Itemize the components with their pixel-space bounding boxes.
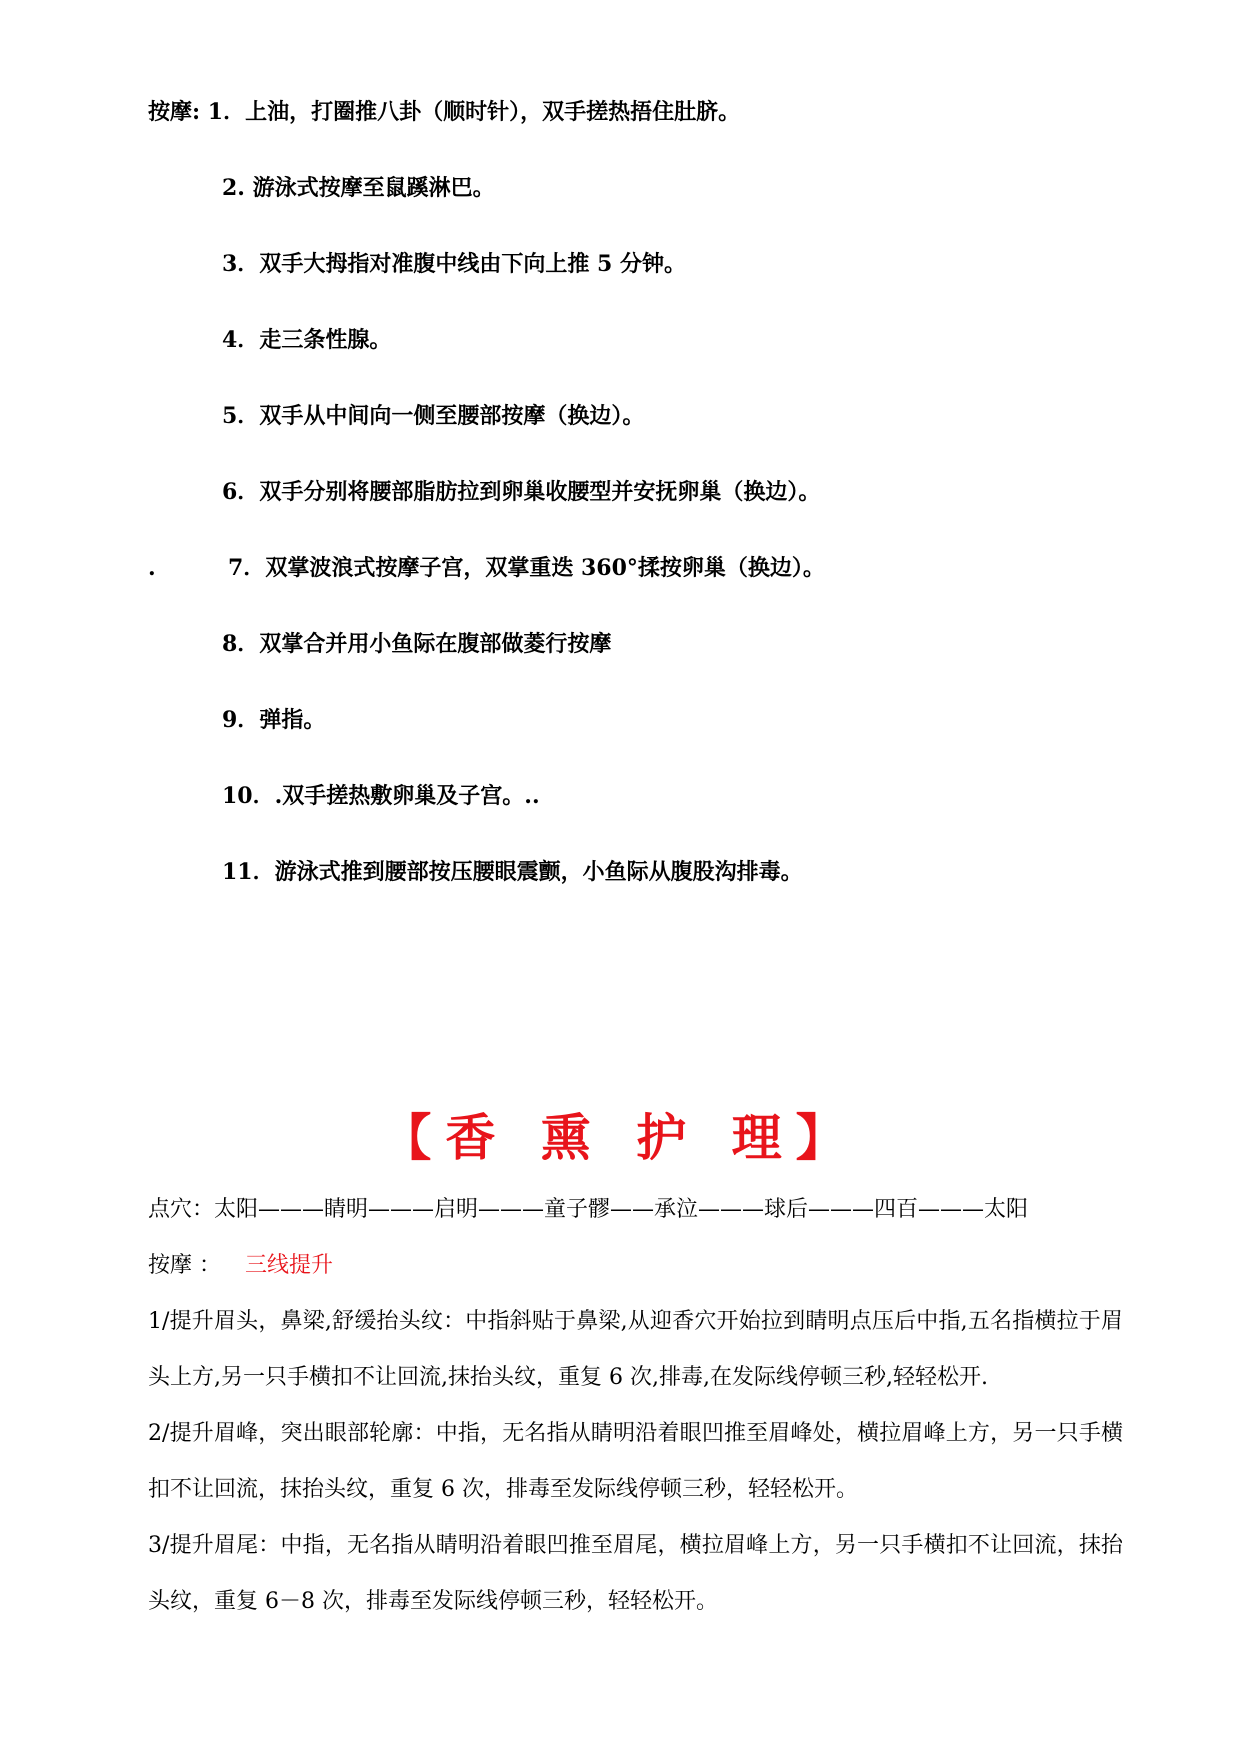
massage-step-11 [148,852,1148,928]
step-text: 双手分别将腰部脂肪拉到卵巢收腰型并安抚卵巢（换边）。 [259,479,821,505]
massage-step-10 [148,776,1148,852]
step-text: 游泳式推到腰部按压腰眼震颤，小鱼际从腹股沟排毒。 [274,859,803,885]
massage-step-2 [148,168,1148,244]
step-number: 11． [222,859,275,885]
instruction-paragraph-1: 1/提升眉头，鼻梁,舒缓抬头纹：中指斜贴于鼻梁,从迎香穴开始拉到睛明点压后中指,五名指横拉于眉头上方,另一只手横扣不让回流,抹抬头纹，重复 6 次,排毒,在发际线停顿三秒,轻轻松开. [148,1309,1123,1390]
massage-step-6 [148,472,1148,548]
technique-name: 三线提升 [245,1253,334,1278]
instruction-paragraph-3: 3/提升眉尾：中指，无名指从睛明沿着眼凹推至眉尾，横拉眉峰上方，另一只手横扣不让回流，抹抬头纹，重复 6－8 次，排毒至发际线停顿三秒，轻轻松开。 [148,1533,1123,1614]
massage-step-4 [148,320,1148,396]
step-number: 5． [222,403,260,429]
step-text: .双手搓热敷卵巢及子宫。.. [274,783,540,809]
section-title: 【香 熏 护 理】 [381,1108,860,1167]
massage-step-9 [148,700,1148,776]
massage-step-7 [148,548,1148,624]
step-text: 双掌合并用小鱼际在腹部做菱行按摩 [259,631,612,657]
massage-step-8 [148,624,1148,700]
step-number: 4． [222,327,260,353]
step-number: 10． [222,783,275,809]
massage-label: 按摩 ： [148,1253,221,1278]
step-number: 8． [222,631,260,657]
massage-heading [148,1238,1123,1294]
acupoint-sequence: 点穴：太阳———睛明———启明———童子髎——承泣———球后———四百———太阳 [148,1197,1029,1222]
massage-label: 按摩: [148,99,201,125]
step-text: 双手大拇指对准腹中线由下向上推 5 分钟。 [259,251,686,277]
step-number: 9． [222,707,260,733]
step-text: 双掌波浪式按摩子宫，双掌重迭 360°揉按卵巢（换边）。 [265,555,825,581]
step-number: 2. [222,175,245,201]
step-text: 上油，打圈推八卦（顺时针），双手搓热捂住肚脐。 [245,99,741,125]
step-number: 6． [222,479,260,505]
step-text: 走三条性腺。 [259,327,392,353]
stray-dot: . [148,555,156,581]
abdominal-massage-steps [148,92,1148,928]
aroma-care-section [148,1182,1123,1630]
massage-step-1 [148,92,1148,168]
step-number: 3． [222,251,260,277]
step-text: 弹指。 [259,707,326,733]
step-text: 双手从中间向一侧至腰部按摩（换边）。 [259,403,645,429]
step-number: 7． [228,555,266,581]
instruction-paragraph-2: 2/提升眉峰，突出眼部轮廓：中指，无名指从睛明沿着眼凹推至眉峰处，横拉眉峰上方，另一只手横扣不让回流，抹抬头纹，重复 6 次，排毒至发际线停顿三秒，轻轻松开。 [148,1421,1123,1502]
step-number: 1． [207,99,246,125]
massage-step-5 [148,396,1148,472]
massage-step-3 [148,244,1148,320]
step-text: 游泳式按摩至鼠蹊淋巴。 [252,175,495,201]
